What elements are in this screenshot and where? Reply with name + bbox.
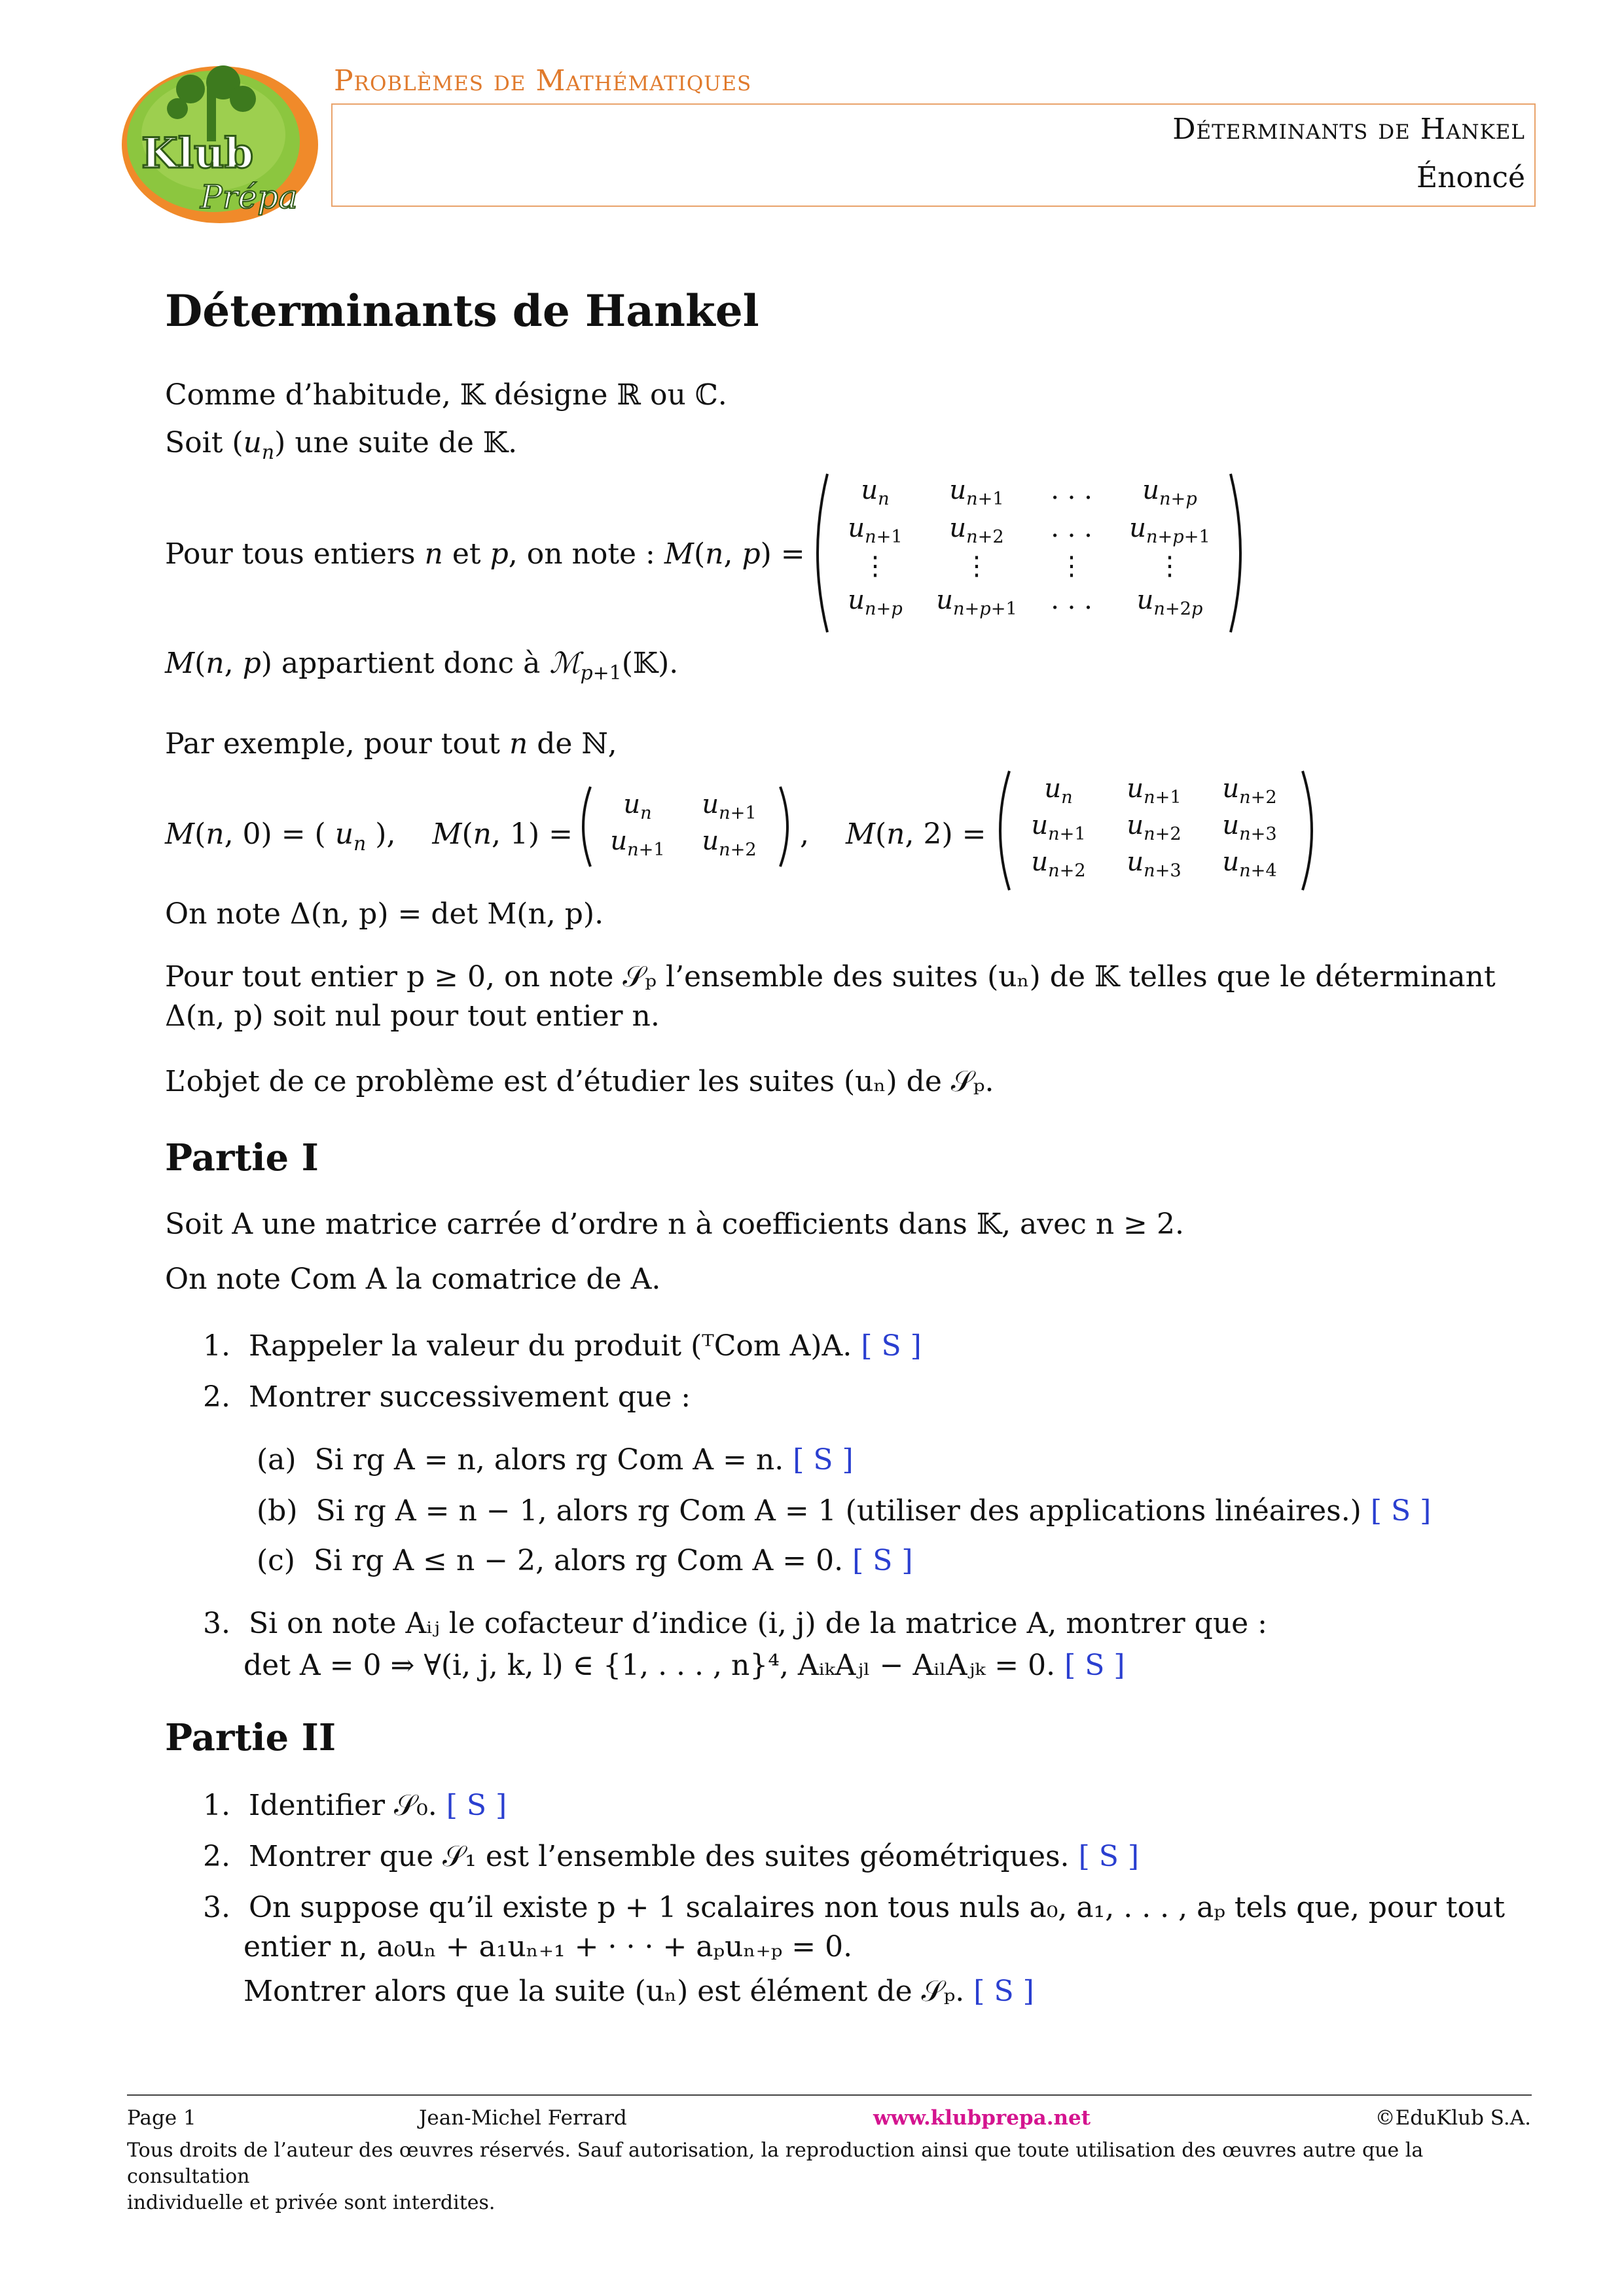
footer-copyright: ©EduKlub S.A. [1375,2106,1531,2130]
partie1-q2: 2. Montrer successivement que : [203,1380,691,1414]
partie1-line-2: On note Com A la comatrice de A. [165,1263,661,1296]
matrix-cell: $u_{n+2}$ [1031,847,1086,881]
partie1-q2a: (a) Si rg A = n, alors rg Com A = n. [ S ] [257,1443,854,1477]
right-paren [776,784,796,869]
matrix-cell: $u_{n+p+1}$ [1129,513,1210,547]
matrix-cell: $u_{n+4}$ [1222,847,1277,881]
sp-definition-1: Pour tout entier p ≥ 0, on note 𝒮ₚ l’ensemble des suites (uₙ) de 𝕂 telles que le déterminant [165,960,1496,994]
matrix-cell: $u_{n+p+1}$ [936,585,1017,619]
doc-title: Déterminants de Hankel [1172,113,1525,146]
footer-rule [127,2094,1532,2096]
intro-example: Par exemple, pour tout n de ℕ, [165,727,617,761]
matrix-cell: ⋮ [964,551,990,581]
tree-logo-icon [115,63,318,226]
left-paren [990,768,1013,893]
right-paren [1299,768,1322,893]
doc-type: Énoncé [1416,161,1525,194]
solution-link[interactable]: [ S ] [446,1789,507,1822]
footer-rights-line-2: individuelle et privée sont interdites. [127,2191,496,2214]
footer-rights-line-1: Tous droits de l’auteur des œuvres réservés. Sauf autorisation, la reproduction ainsi que toute utilisation des œuvres autre que la consultation [127,2139,1424,2188]
matrix-cell: $u_{n+3}$ [1222,810,1277,844]
matrix-cell: ⋮ [862,551,888,581]
partie1-q2b: (b) Si rg A = n − 1, alors rg Com A = 1 (utiliser des applications linéaires.) [ S ] [257,1494,1432,1528]
matrix-cell: $u_{n+2}$ [949,513,1004,547]
matrix-cell: $u_{n+1}$ [1127,774,1182,808]
partie2-q1: 1. Identifier 𝒮₀. [ S ] [203,1789,507,1822]
partie1-q1: 1. Rappeler la valeur du produit (ᵀCom A)A. [ S ] [203,1329,922,1363]
solution-link[interactable]: [ S ] [852,1544,913,1577]
section-heading-partie-1: Partie I [165,1136,319,1179]
footer-website-link[interactable]: www.klubprepa.net [873,2106,1091,2130]
note-delta: On note Δ(n, p) = det M(n, p). [165,897,604,931]
matrix-cell: . . . [1051,585,1092,615]
footer-page: Page 1 [127,2106,196,2130]
partie2-q3-line-2: entier n, a₀uₙ + a₁uₙ₊₁ + · · · + aₚuₙ₊ₚ = 0. [244,1930,853,1964]
series-title: Problèmes de Mathématiques [334,64,752,98]
solution-link[interactable]: [ S ] [793,1443,854,1477]
intro-belongs: M(n, p) appartient donc à ℳ$_{p+1}$(𝕂). [165,647,679,685]
matrix-cell: $u_{n+p}$ [1142,475,1197,509]
matrix-cell: $u_{n+1}$ [949,475,1004,509]
matrix-cell: . . . [1051,475,1092,505]
logo-text-prepa: Prépa [200,178,298,216]
matrix-cell: $u_{n+p}$ [848,585,903,619]
header-box [331,103,1536,207]
section-heading-partie-2: Partie II [165,1716,336,1759]
matrix-cell: . . . [1051,513,1092,543]
matrix-cell: $u_{n+1}$ [848,513,903,547]
intro-line-3: Pour tous entiers n et p, on note : M(n, p) = [165,537,805,571]
matrix-m1 [592,789,775,860]
logo-text-klub: Klub [141,129,254,178]
intro-line-1: Comme d’habitude, 𝕂 désigne ℝ ou ℂ. [165,378,727,412]
matrix-general [826,475,1225,619]
matrix-cell: $u_n$ [623,789,652,823]
matrix-cell: $u_{n+2}$ [1127,810,1182,844]
partie1-line-1: Soit A une matrice carrée d’ordre n à coefficients dans 𝕂, avec n ≥ 2. [165,1208,1184,1241]
matrix-cell: $u_{n+2}$ [1222,774,1277,808]
solution-link[interactable]: [ S ] [973,1975,1034,2008]
matrix-m2 [1011,774,1297,881]
solution-link[interactable]: [ S ] [1370,1494,1432,1528]
right-paren [1225,471,1252,635]
matrix-cell: $u_{n+1}$ [610,826,665,860]
partie1-q2c: (c) Si rg A ≤ n − 2, alors rg Com A = 0. [ S ] [257,1544,913,1577]
matrix-cell: $u_{n+2p}$ [1136,585,1203,619]
example-m2: , M(n, 2) = [800,817,986,851]
partie1-q3-line-2: det A = 0 ⇒ ∀(i, j, k, l) ∈ {1, . . . , n}⁴, AᵢₖAⱼₗ − AᵢₗAⱼₖ = 0. [ S ] [244,1649,1125,1682]
partie2-q2: 2. Montrer que 𝒮₁ est l’ensemble des suites géométriques. [ S ] [203,1840,1140,1873]
matrix-cell: $u_n$ [1044,774,1073,808]
footer-rights [127,2138,1534,2216]
objective: L’objet de ce problème est d’étudier les suites (uₙ) de 𝒮ₚ. [165,1065,994,1098]
footer-author: Jean-Michel Ferrard [419,2106,627,2130]
matrix-cell: ⋮ [1157,551,1183,581]
matrix-cell: $u_{n+3}$ [1127,847,1182,881]
partie2-q3-line-1: 3. On suppose qu’il existe p + 1 scalaires non tous nuls a₀, a₁, . . . , aₚ tels que, pour tout [203,1891,1506,1924]
matrix-cell: $u_{n+1}$ [1031,810,1086,844]
intro-line-2: Soit $(u_n)$ une suite de 𝕂. [165,426,518,464]
solution-link[interactable]: [ S ] [1064,1649,1125,1682]
sp-definition-2: Δ(n, p) soit nul pour tout entier n. [165,999,660,1033]
matrix-cell: $u_{n+2}$ [702,826,757,860]
partie2-q3-line-3: Montrer alors que la suite (uₙ) est élément de 𝒮ₚ. [ S ] [244,1975,1034,2008]
matrix-cell: $u_{n+1}$ [702,789,757,823]
matrix-cell: $u_n$ [861,475,890,509]
klubprepa-logo [115,63,318,226]
page-title: Déterminants de Hankel [165,285,759,336]
matrix-cell: ⋮ [1058,551,1085,581]
solution-link[interactable]: [ S ] [1078,1840,1140,1873]
partie1-q3-line-1: 3. Si on note Aᵢⱼ le cofacteur d’indice (i, j) de la matrice A, montrer que : [203,1607,1268,1640]
example-m0: M(n, 0) = ( $u_n$ ), M(n, 1) = [165,817,573,855]
solution-link[interactable]: [ S ] [861,1329,922,1363]
